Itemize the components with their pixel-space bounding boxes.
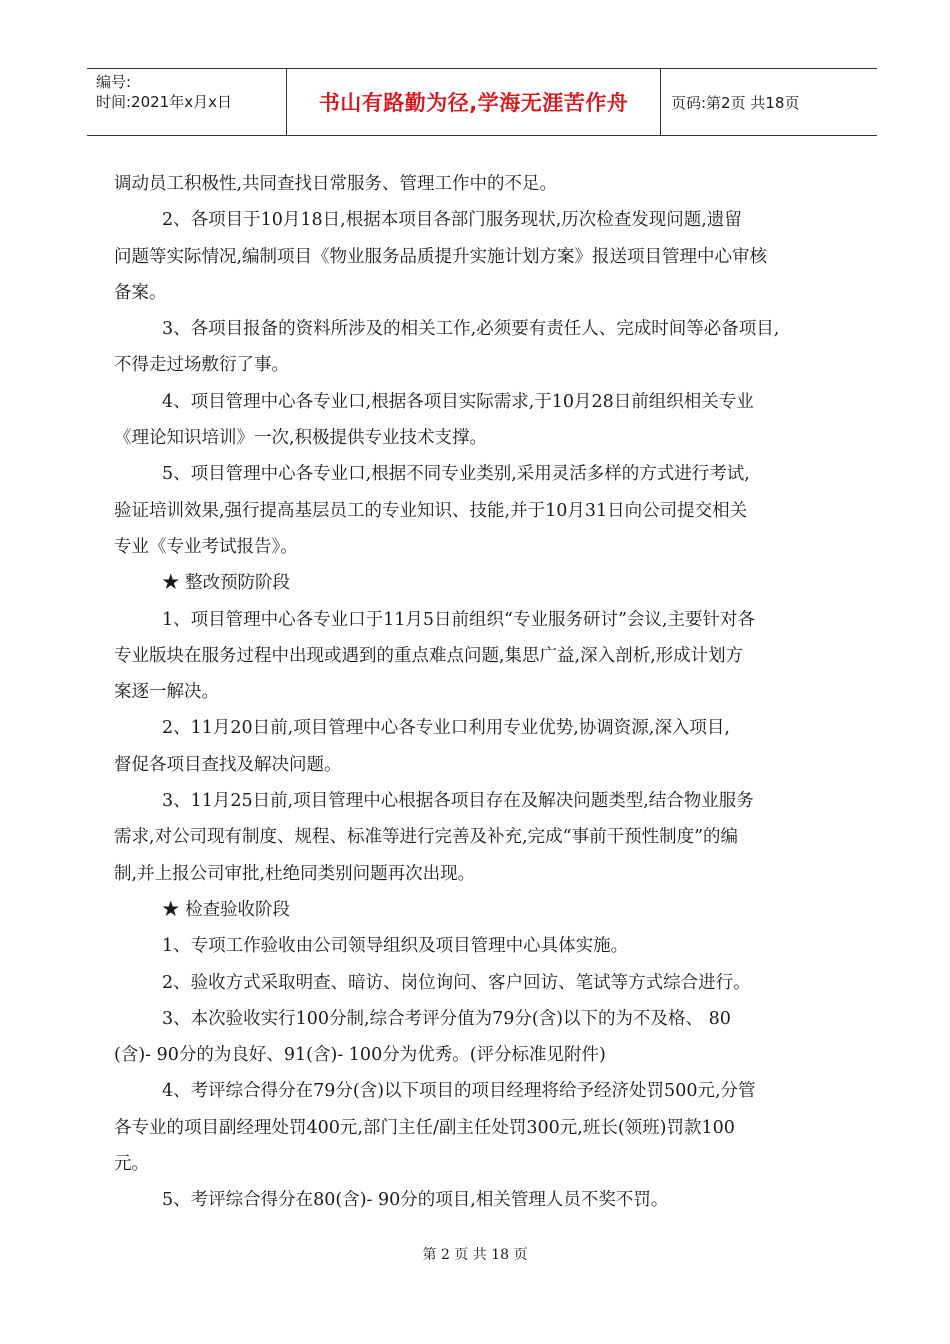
text-line: 制,并上报公司审批,杜绝同类别问题再次出现。 bbox=[114, 863, 476, 884]
text-line: 不得走过场敷衍了事。 bbox=[114, 355, 289, 376]
text-line: (含)- 90分的为良好、91(含)- 100分为优秀。(评分标准见附件) bbox=[114, 1045, 606, 1066]
text-line: 督促各项目查找及解决问题。 bbox=[114, 754, 342, 775]
text-line: 2、各项目于10月18日,根据本项目各部门服务现状,历次检查发现问题,遗留 bbox=[162, 210, 742, 231]
header-page-number: 页码:第2页 共18页 bbox=[671, 93, 800, 112]
text-line: 专业版块在服务过程中出现或遇到的重点难点问题,集思广益,深入剖析,形成计划方 bbox=[114, 645, 744, 666]
page-header bbox=[87, 68, 877, 136]
text-line: 《理论知识培训》一次,积极提供专业技术支撑。 bbox=[114, 428, 488, 449]
document-id-label: 编号: bbox=[96, 73, 132, 91]
text-line: 备案。 bbox=[114, 282, 167, 303]
text-line: 问题等实际情况,编制项目《物业服务品质提升实施计划方案》报送项目管理中心审核 bbox=[114, 246, 768, 267]
document-time-label: 时间:2021年x月x日 bbox=[96, 93, 232, 111]
text-line: 元。 bbox=[114, 1154, 149, 1175]
text-line: 调动员工积极性,共同查找日常服务、管理工作中的不足。 bbox=[114, 174, 558, 194]
text-line: 4、项目管理中心各专业口,根据各项目实际需求,于10月28日前组织相关专业 bbox=[162, 391, 754, 412]
text-line: 2、11月20日前,项目管理中心各专业口利用专业优势,协调资源,深入项目, bbox=[162, 718, 730, 739]
text-line: 专业《专业考试报告》。 bbox=[114, 536, 298, 557]
header-meta bbox=[87, 69, 287, 135]
text-line: 1、专项工作验收由公司领导组织及项目管理中心具体实施。 bbox=[162, 936, 629, 957]
page-footer: 第 2 页 共 18 页 bbox=[422, 1247, 528, 1263]
text-line: 2、验收方式采取明查、暗访、岗位询问、客户回访、笔试等方式综合进行。 bbox=[162, 972, 751, 993]
text-line: 验证培训效果,强行提高基层员工的专业知识、技能,并于10月31日向公司提交相关 bbox=[114, 500, 748, 521]
text-line: 4、考评综合得分在79分(含)以下项目的项目经理将给予经济处罚500元,分管 bbox=[162, 1081, 756, 1102]
text-line: 3、本次验收实行100分制,综合考评分值为79分(含)以下的为不及格、 80 bbox=[162, 1008, 731, 1029]
section-heading-inspection: ★ 检查验收阶段 bbox=[162, 899, 291, 920]
text-line: 需求,对公司现有制度、规程、标准等进行完善及补充,完成“事前干预性制度”的编 bbox=[114, 827, 739, 848]
header-motto: 书山有路勤为径,学海无涯苦作舟 bbox=[287, 69, 661, 135]
text-line: 案逐一解决。 bbox=[114, 682, 219, 703]
text-line: 3、各项目报备的资料所涉及的相关工作,必须要有责任人、完成时间等必备项目, bbox=[162, 319, 780, 340]
text-line: 1、项目管理中心各专业口于11月5日前组织“专业服务研讨”会议,主要针对各 bbox=[162, 609, 755, 630]
section-heading-prevention: ★ 整改预防阶段 bbox=[162, 573, 291, 594]
text-line: 各专业的项目副经理处罚400元,部门主任/副主任处罚300元,班长(领班)罚款100 bbox=[114, 1117, 735, 1138]
text-line: 3、11月25日前,项目管理中心根据各项目存在及解决问题类型,结合物业服务 bbox=[162, 791, 754, 812]
text-line: 5、项目管理中心各专业口,根据不同专业类别,采用灵活多样的方式进行考试, bbox=[162, 464, 750, 485]
document-body bbox=[114, 166, 854, 1219]
text-line: 5、考评综合得分在80(含)- 90分的项目,相关管理人员不奖不罚。 bbox=[162, 1190, 669, 1211]
